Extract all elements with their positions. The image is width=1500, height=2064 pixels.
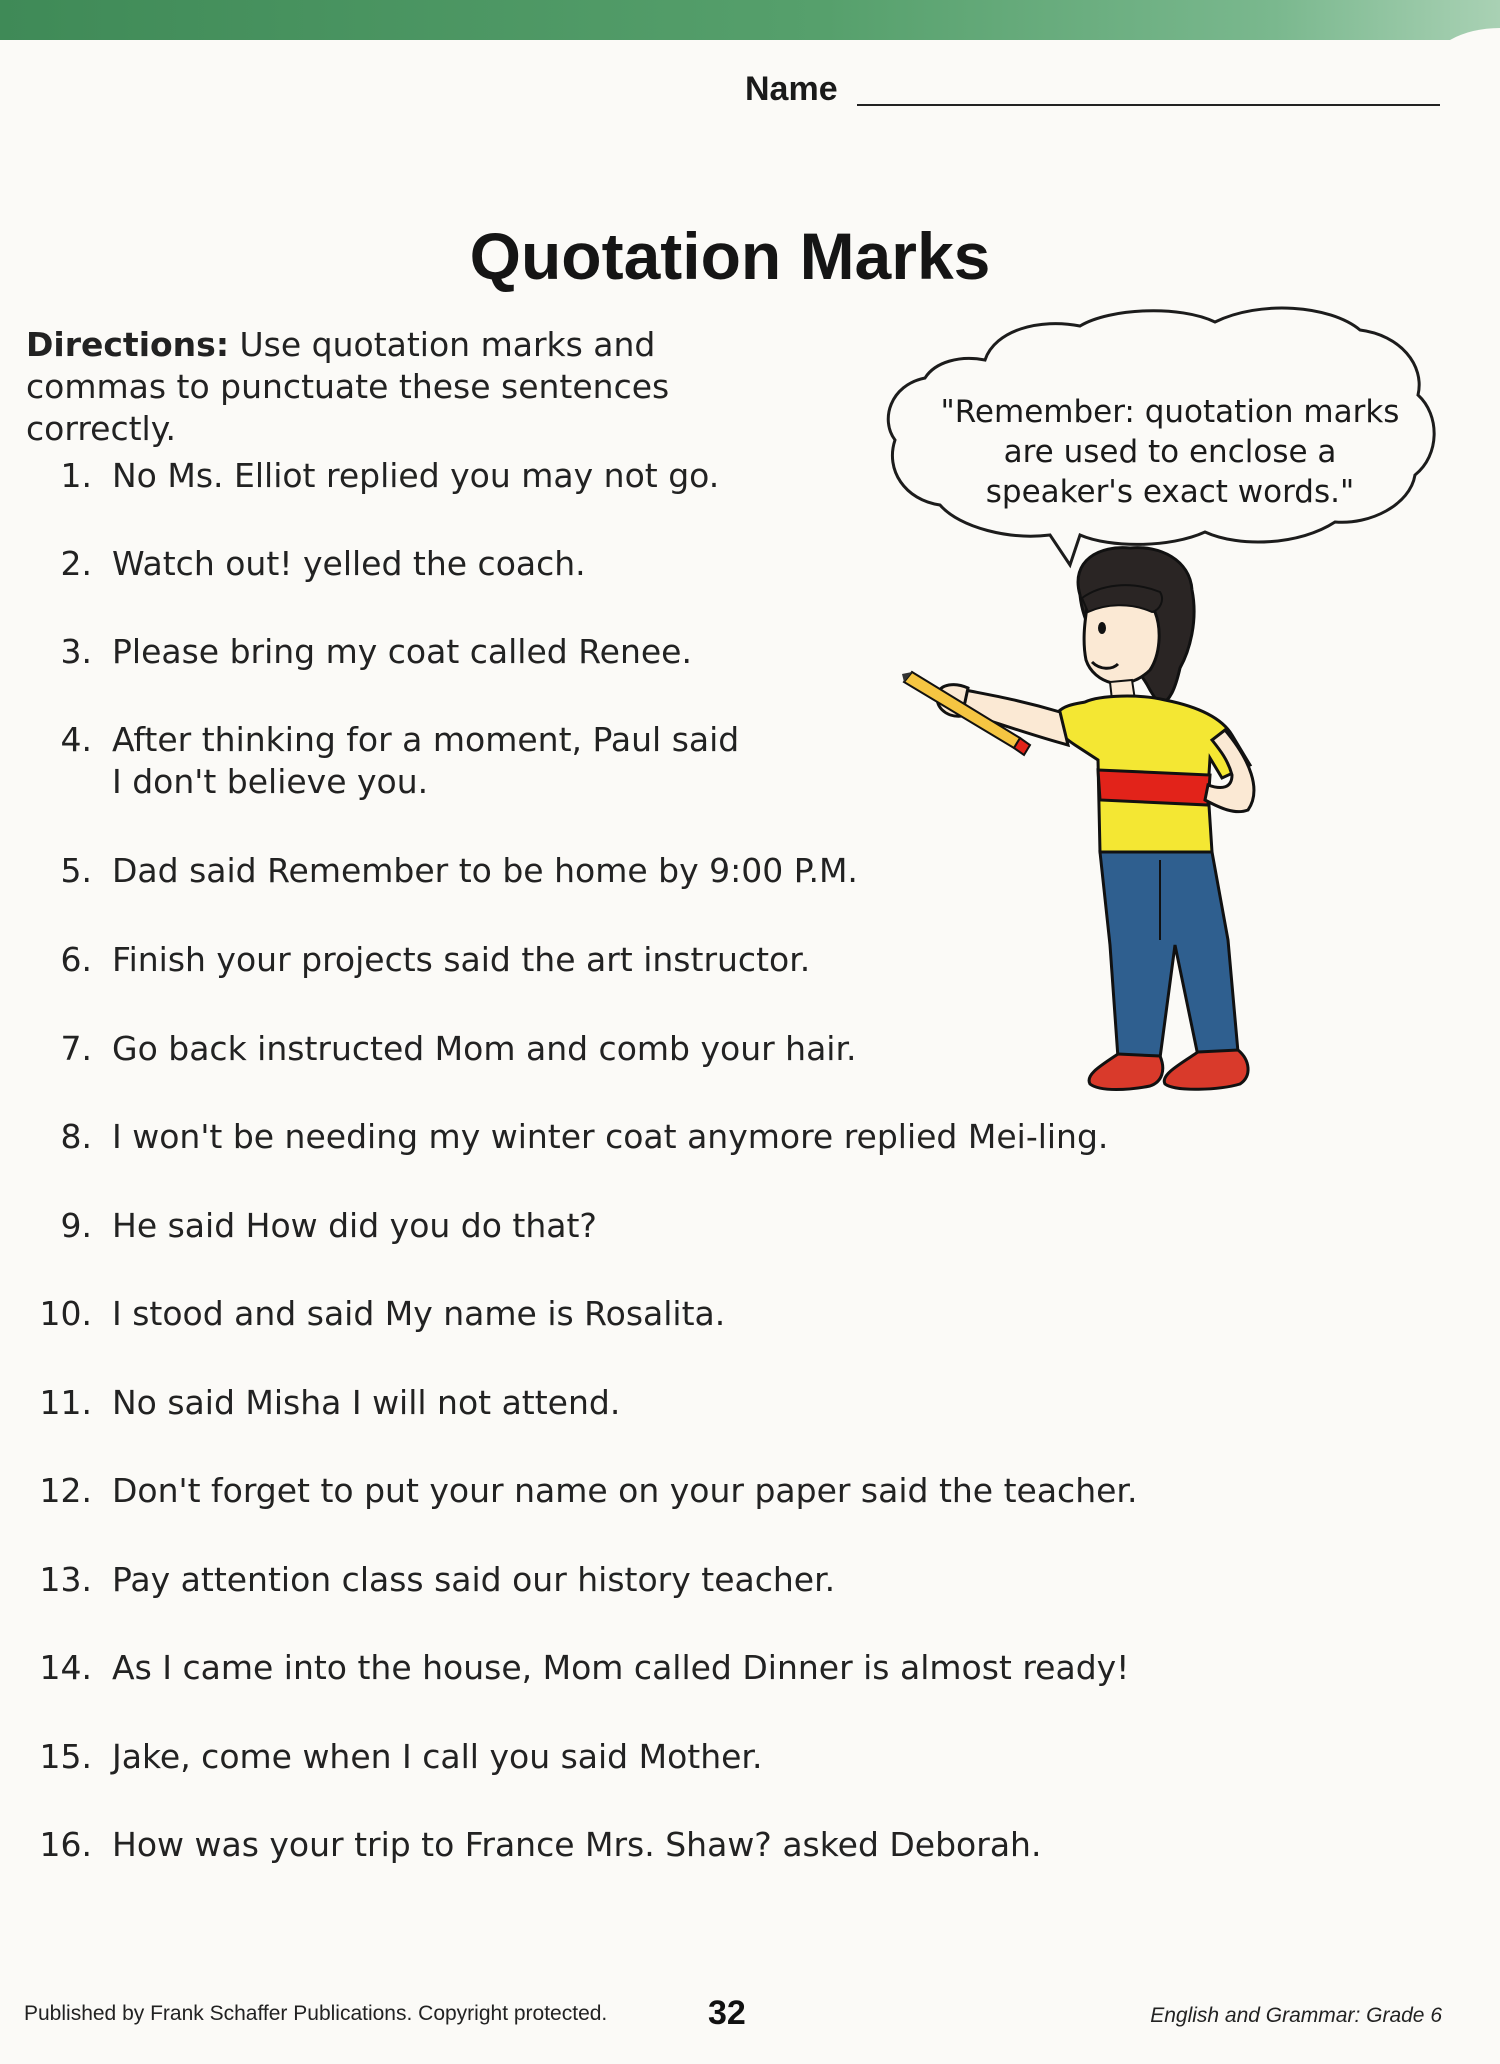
item-number: 14. xyxy=(39,1648,92,1687)
name-label: Name xyxy=(745,70,838,108)
character-face xyxy=(1084,600,1159,684)
item-text: After thinking for a moment, Paul said xyxy=(112,720,740,759)
item-number: 10. xyxy=(39,1294,92,1333)
directions-text: Use quotation marks and commas to punctuate these sentences correctly. xyxy=(26,325,670,448)
item-text: I won't be needing my winter coat anymore replied Mei-ling. xyxy=(112,1117,1109,1156)
page-title: Quotation Marks xyxy=(469,219,991,293)
item-number: 9. xyxy=(60,1206,92,1245)
item-number: 7. xyxy=(60,1029,92,1068)
item-text: I stood and said My name is Rosalita. xyxy=(112,1294,726,1333)
item-number: 16. xyxy=(39,1825,92,1864)
item-number: 6. xyxy=(60,940,92,979)
item-text: Don't forget to put your name on your paper said the teacher. xyxy=(112,1471,1138,1510)
character-left-shoe xyxy=(1089,1054,1163,1090)
bubble-line: "Remember: quotation marks xyxy=(940,394,1400,430)
character-eye xyxy=(1098,622,1106,634)
item-number: 15. xyxy=(39,1737,92,1776)
character-right-shoe xyxy=(1164,1050,1248,1089)
speech-bubble-text xyxy=(920,392,1420,512)
character-belt xyxy=(1098,770,1210,805)
publisher-credit: Published by Frank Schaffer Publications. Copyright protected. xyxy=(24,2002,608,2025)
item-number: 13. xyxy=(39,1560,92,1599)
bubble-line: are used to enclose a xyxy=(1003,434,1337,470)
item-number: 5. xyxy=(60,851,92,890)
directions-label: Directions: xyxy=(26,325,230,364)
item-number: 8. xyxy=(60,1117,92,1156)
item-text: Dad said Remember to be home by 9:00 P.M. xyxy=(112,851,858,890)
item-number: 11. xyxy=(39,1383,92,1422)
bubble-line: speaker's exact words." xyxy=(985,474,1355,510)
item-text: Jake, come when I call you said Mother. xyxy=(112,1737,763,1776)
item-text: Finish your projects said the art instructor. xyxy=(112,940,811,979)
item-number: 3. xyxy=(60,632,92,671)
item-text: He said How did you do that? xyxy=(112,1206,597,1245)
character-hip-arm xyxy=(1205,730,1254,812)
item-number: 1. xyxy=(60,456,92,495)
item-text: No said Misha I will not attend. xyxy=(112,1383,621,1422)
item-text: Go back instructed Mom and comb your hair. xyxy=(112,1029,857,1068)
item-text: I don't believe you. xyxy=(112,762,429,801)
item-text: How was your trip to France Mrs. Shaw? asked Deborah. xyxy=(112,1825,1042,1864)
item-text: No Ms. Elliot replied you may not go. xyxy=(112,456,720,495)
item-text: Please bring my coat called Renee. xyxy=(112,632,692,671)
item-number: 2. xyxy=(60,544,92,583)
item-text: Pay attention class said our history teacher. xyxy=(112,1560,836,1599)
item-text: Watch out! yelled the coach. xyxy=(112,544,586,583)
page-number: 32 xyxy=(708,1994,746,2032)
item-text: As I came into the house, Mom called Dinner is almost ready! xyxy=(112,1648,1130,1687)
book-title: English and Grammar: Grade 6 xyxy=(1150,2004,1442,2027)
item-number: 12. xyxy=(39,1471,92,1510)
character-jeans xyxy=(1100,852,1238,1058)
item-number: 4. xyxy=(60,720,92,759)
